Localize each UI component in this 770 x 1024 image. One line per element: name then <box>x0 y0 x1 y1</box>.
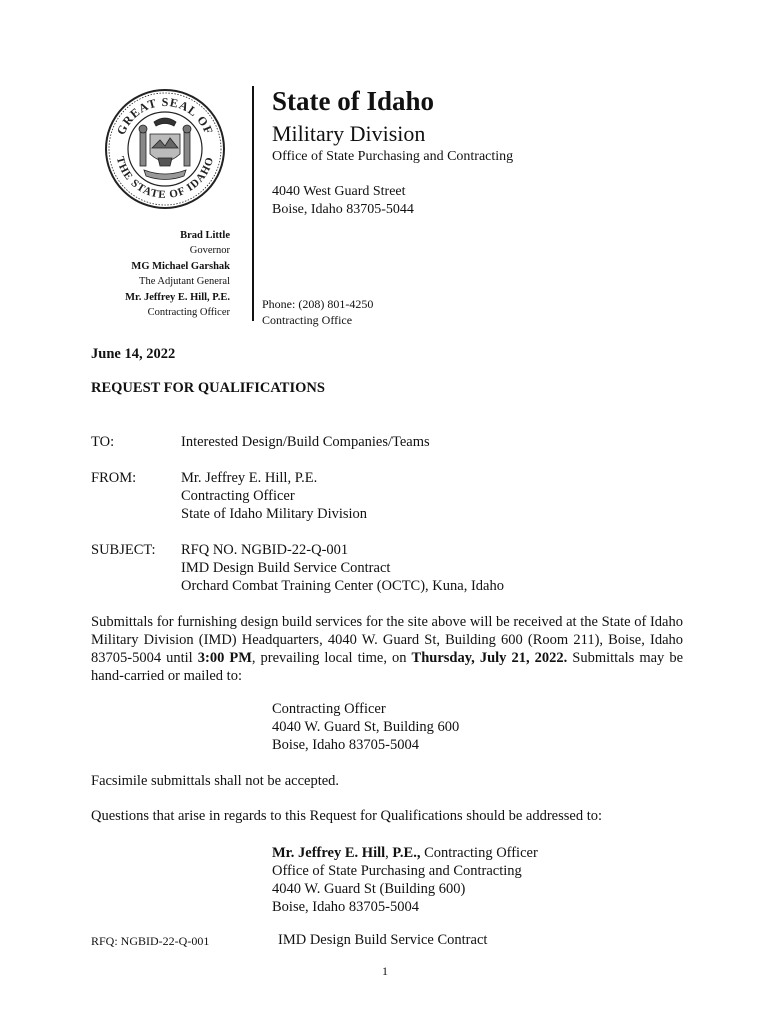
subject-line: RFQ NO. NGBID-22-Q-001 <box>181 542 349 558</box>
from-label: FROM: <box>91 470 137 486</box>
page-number: 1 <box>382 964 388 978</box>
footer-contract: IMD Design Build Service Contract <box>278 932 488 948</box>
submittal-paragraph: Submittals for furnishing design build services for the site above will be received at the State of Idaho Military Division (IMD) Headquarters, 4040 W. Guard St, Building 600 (Room 211), Boise, Idaho 83705-5004 until 3:00 PM, prevailing local time, on Thursday, July 21, 2022. Submittals may be hand-carried or mailed to: <box>91 614 684 684</box>
official-name: MG Michael Garshak <box>131 261 230 272</box>
phone-number: Phone: (208) 801-4250 <box>262 297 374 311</box>
subject-label: SUBJECT: <box>91 542 156 558</box>
to-label: TO: <box>91 434 115 450</box>
document-heading: REQUEST FOR QUALIFICATIONS <box>91 380 325 396</box>
official-role: Contracting Officer <box>147 307 230 318</box>
contact-name-line: Mr. Jeffrey E. Hill, P.E., Contracting Officer <box>272 845 538 861</box>
letterhead-office: Office of State Purchasing and Contracting <box>272 149 514 164</box>
official-role: The Adjutant General <box>139 276 230 287</box>
from-line: Mr. Jeffrey E. Hill, P.E. <box>181 470 318 486</box>
official-role: Governor <box>189 245 230 256</box>
phone-label: Contracting Office <box>262 313 353 327</box>
subject-line: IMD Design Build Service Contract <box>181 560 391 576</box>
subject-line: Orchard Combat Training Center (OCTC), Kuna, Idaho <box>181 578 504 594</box>
letterhead-street: 4040 West Guard Street <box>272 184 406 199</box>
contact-line: Office of State Purchasing and Contracting <box>272 863 522 879</box>
letterhead-subtitle: Military Division <box>272 121 426 146</box>
letterhead-city: Boise, Idaho 83705-5044 <box>272 202 414 217</box>
questions-note: Questions that arise in regards to this Request for Qualifications should be addressed to: <box>91 808 603 824</box>
to-value: Interested Design/Build Companies/Teams <box>181 434 430 450</box>
mail-address-line: 4040 W. Guard St, Building 600 <box>272 719 460 735</box>
seal-top-text: GREAT SEAL OF <box>113 94 217 137</box>
seal-bottom-text: THE STATE OF IDAHO <box>113 155 217 202</box>
letterhead-divider <box>252 86 254 321</box>
contact-line: 4040 W. Guard St (Building 600) <box>272 881 466 897</box>
facsimile-note: Facsimile submittals shall not be accepted. <box>91 773 340 789</box>
state-seal-logo <box>104 88 226 210</box>
official-name: Mr. Jeffrey E. Hill, P.E. <box>125 292 230 303</box>
contact-line: Boise, Idaho 83705-5004 <box>272 899 419 915</box>
mail-address-line: Boise, Idaho 83705-5004 <box>272 737 419 753</box>
deadline-date: Thursday, July 21, 2022. <box>411 650 568 666</box>
mail-address-line: Contracting Officer <box>272 701 386 717</box>
footer-rfq: RFQ: NGBID-22-Q-001 <box>91 934 210 948</box>
from-line: State of Idaho Military Division <box>181 506 368 522</box>
letterhead-title: State of Idaho <box>272 86 435 116</box>
official-name: Brad Little <box>180 230 230 241</box>
letter-date: June 14, 2022 <box>91 346 176 362</box>
from-line: Contracting Officer <box>181 488 295 504</box>
deadline-time: 3:00 PM <box>197 650 252 666</box>
